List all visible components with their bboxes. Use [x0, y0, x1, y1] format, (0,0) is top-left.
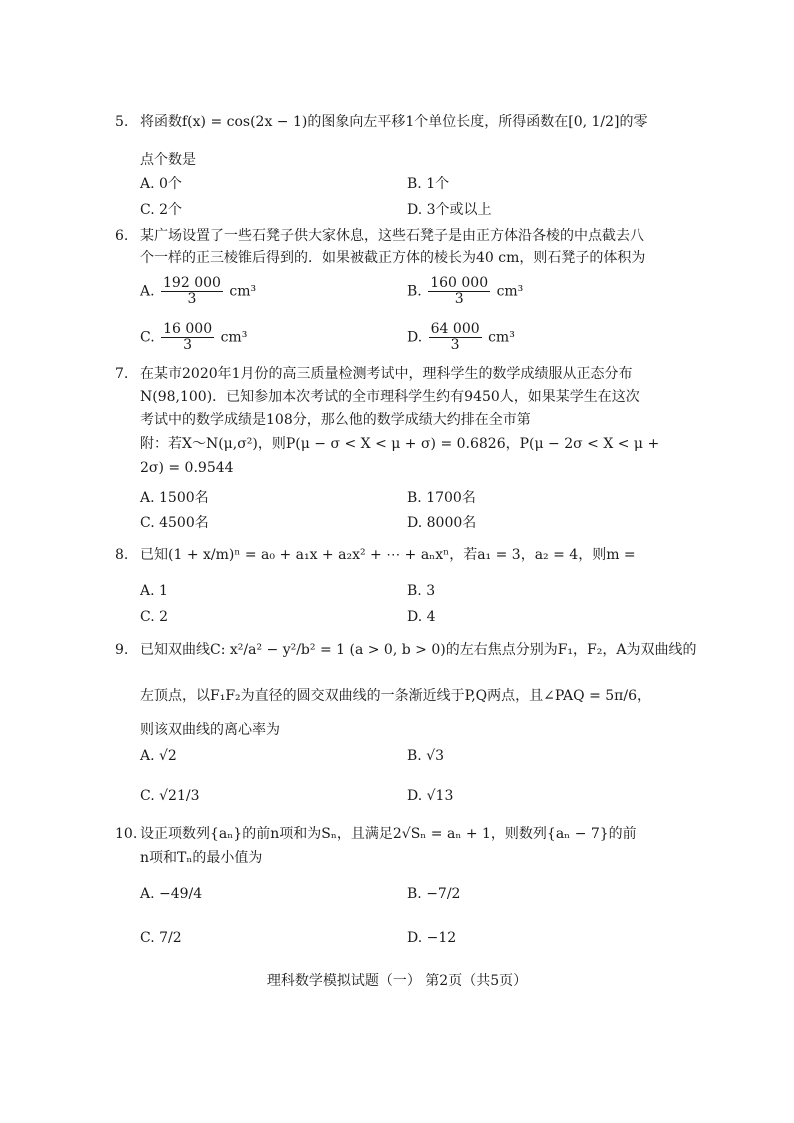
question-text-line: 设正项数列{aₙ}的前n项和为Sₙ，且满足2√Sₙ = aₙ + 1，则数列{aₙ − 7}的前 — [140, 826, 637, 842]
question-text-line: 个一样的正三棱锥后得到的．如果被截正方体的棱长为40 cm，则石凳子的体积为 — [140, 250, 646, 266]
option-a: A. 1500名 — [140, 490, 209, 506]
page-footer: 理科数学模拟试题（一） 第2页（共5页） — [266, 973, 528, 989]
option-b: B. −7/2 — [407, 886, 461, 902]
question-number: 9. — [115, 642, 129, 658]
question-text-line: 已知(1 + x/m)ⁿ = a₀ + a₁x + a₂x² + ⋯ + aₙxⁿ，若a₁ = 3，a₂ = 4，则m = — [140, 547, 636, 563]
option-c: C. 2个 — [140, 202, 183, 218]
option-b: B. 3 — [407, 583, 436, 599]
question-text-line: 2σ) = 0.9544 — [140, 460, 234, 476]
option-d: D. $\frac{64 000}{3}$ cm³ — [407, 321, 515, 353]
option-c: C. $\frac{16 000}{3}$ cm³ — [140, 321, 248, 353]
question-number: 10. — [115, 826, 138, 842]
option-b: B. 1个 — [407, 176, 450, 192]
question-number: 7. — [115, 366, 129, 382]
option-a: A. $\frac{192 000}{3}$ cm³ — [140, 275, 257, 307]
option-a: A. √2 — [140, 748, 177, 764]
option-c: C. 4500名 — [140, 515, 209, 531]
question-number: 8. — [115, 547, 129, 563]
question-text-line: N(98,100)．已知参加本次考试的全市理科学生约有9450人，如果某学生在这次 — [140, 389, 640, 405]
question-text-line: 某广场设置了一些石凳子供大家休息，这些石凳子是由正方体沿各棱的中点截去八 — [140, 228, 644, 244]
question-text-line: 附：若X～N(μ,σ²)，则P(μ − σ < X < μ + σ) = 0.6826，P(μ − 2σ < X < μ + — [140, 436, 660, 452]
question-text-line: 左顶点，以F₁F₂为直径的圆交双曲线的一条渐近线于P,Q两点，且∠PAQ = 5π/6， — [140, 688, 651, 704]
question-text-line: 考试中的数学成绩是108分，那么他的数学成绩大约排在全市第 — [140, 412, 531, 428]
question-text-line: 点个数是 — [140, 152, 196, 168]
option-d: D. −12 — [407, 930, 457, 946]
option-a: A. −49/4 — [140, 886, 203, 902]
question-text-line: 将函数f(x) = cos(2x − 1)的图象向左平移1个单位长度，所得函数在[0, 1/2]的零 — [140, 114, 648, 130]
question-text-line: 则该双曲线的离心率为 — [140, 722, 280, 738]
question-number: 5. — [115, 114, 129, 130]
question-text-line: 已知双曲线C: x²/a² − y²/b² = 1 (a > 0, b > 0)的左右焦点分别为F₁，F₂，A为双曲线的 — [140, 642, 697, 658]
question-text-line: 在某市2020年1月份的高三质量检测考试中，理科学生的数学成绩服从正态分布 — [140, 366, 633, 382]
option-b: B. $\frac{160 000}{3}$ cm³ — [407, 275, 524, 307]
option-c: C. √21/3 — [140, 788, 200, 804]
option-b: B. √3 — [407, 748, 445, 764]
option-a: A. 0个 — [140, 176, 182, 192]
option-a: A. 1 — [140, 583, 168, 599]
question-text-line: n项和Tₙ的最小值为 — [140, 850, 263, 866]
option-b: B. 1700名 — [407, 490, 476, 506]
question-number: 6. — [115, 228, 129, 244]
option-c: C. 2 — [140, 609, 169, 625]
option-d: D. 4 — [407, 609, 436, 625]
option-c: C. 7/2 — [140, 930, 182, 946]
option-d: D. 8000名 — [407, 515, 477, 531]
option-d: D. √13 — [407, 788, 454, 804]
option-d: D. 3个或以上 — [407, 202, 492, 218]
